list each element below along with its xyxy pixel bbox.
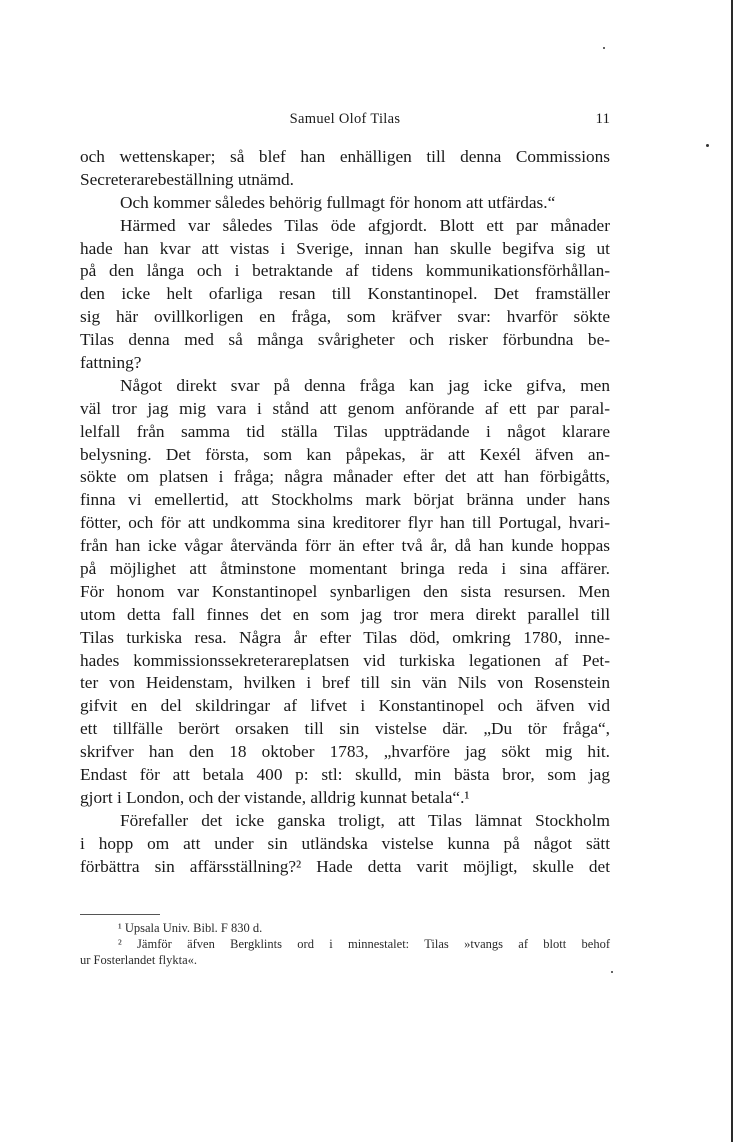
text-line: Tilas denna med så många svårigheter och risker förbundna be- [80,330,610,350]
text-line: på möjlighet att åtminstone momentant bringa reda i sina affärer. [80,559,610,579]
text-line: finna vi emellertid, att Stockholms mark börjat bränna under hans [80,490,610,510]
text-line: och wettenskaper; så blef han enhälligen till denna Commissions [80,147,610,166]
text-line: sökte om platsen i fråga; några månader efter det att han förbigåtts, [80,467,610,487]
footnote-divider [80,914,160,915]
body-text [80,146,610,879]
footnote-line: ² Jämför äfven Bergklints ord i minnestalet: Tilas »tvangs af blott behof [118,937,610,951]
text-line: skrifver han den 18 oktober 1783, „hvarföre jag sökt mig hit. [80,742,610,762]
text-line: Secreterarebeställning utnämd. [80,169,295,189]
text-line: sig här ovillkorligen en fråga, som kräfver svar: hvarför sökte [80,307,610,327]
footnote-line: ur Fosterlandet flykta«. [80,953,197,967]
text-line: fattning? [80,353,142,373]
text-line: utom detta fall finnes det en som jag tror mera direkt parallel till [80,604,610,624]
text-line: från han icke vågar återvända förr än efter två år, då han kunde hoppas [80,536,610,556]
text-line: Härmed var således Tilas öde afgjordt. Blott ett par månader [120,215,610,235]
text-line: Tilas turkiska resa. Några år efter Tilas död, omkring 1780, inne- [80,627,610,647]
text-line: fötter, och för att undkomma sina kreditorer flyr han till Portugal, hvari- [80,513,610,533]
text-line: Något direkt svar på denna fråga kan jag icke gifva, men [120,375,610,395]
text-line: ter von Heidenstam, hvilken i bref till sin vän Nils von Rosenstein [80,673,610,693]
scan-speck [611,971,613,973]
footnotes [80,920,610,968]
text-line: hade han kvar att vistas i Sverige, innan han skulle begifva sig ut [80,238,610,258]
text-line: lelfall från samma tid ställa Tilas uppträdande i något klarare [80,421,610,441]
text-line: i hopp om att under sin utländska vistelse kunna på något sätt [80,833,610,853]
running-head [80,111,610,133]
scan-speck [706,144,709,147]
running-title: Samuel Olof Tilas [289,111,401,127]
text-line: på den långa och i betraktande af tidens kommunikationsförhållan- [80,261,610,281]
text-line: den icke helt ofarliga resan till Konstantinopel. Det framställer [80,284,610,304]
text-line: Förefaller det icke ganska troligt, att Tilas lämnat Stockholm [120,810,610,830]
text-line: ett tillfälle berört orsaken till sin vistelse där. „Du tör fråga“, [80,719,610,739]
page-edge-line [731,0,733,1142]
scan-speck [603,47,605,49]
text-line: hades kommissionssekreterareplatsen vid turkiska legationen af Pet- [80,650,610,670]
page-number: 11 [595,111,610,127]
text-line: Endast för att betala 400 p: stl: skulld, min bästa bror, som jag [80,765,610,785]
text-line: belysning. Det första, som kan påpekas, är att Kexél äfven an- [80,444,610,464]
text-line: förbättra sin affärsställning?² Hade detta varit möjligt, skulle det [80,856,610,876]
text-line: Och kommer således behörig fullmagt för honom att utfärdas.“ [120,192,556,212]
text-line: väl tror jag mig vara i stånd att genom anförande af ett par paral- [80,398,610,418]
text-line: För honom var Konstantinopel synbarligen den sista resursen. Men [80,581,610,601]
text-line: gifvit en del skildringar af lifvet i Konstantinopel och äfven vid [80,696,610,716]
text-line: gjort i London, och der vistande, alldrig kunnat betala“.¹ [80,787,470,807]
footnote-line: ¹ Upsala Univ. Bibl. F 830 d. [118,921,263,935]
